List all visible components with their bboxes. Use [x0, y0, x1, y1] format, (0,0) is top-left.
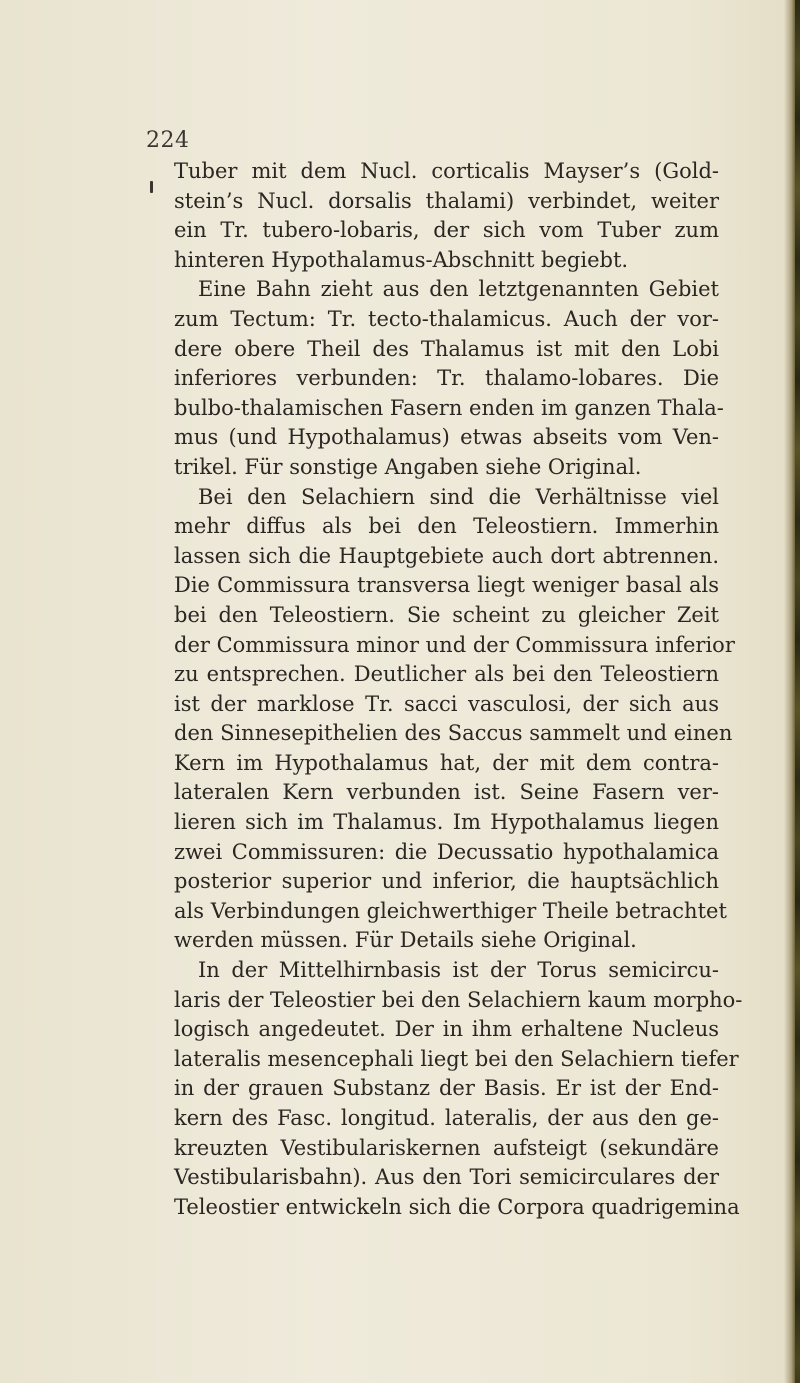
text-line: bei den Teleostiern. Sie scheint zu gleicher Zeit: [174, 602, 719, 627]
text-line: Vestibularisbahn). Aus den Tori semicirculares der: [174, 1165, 719, 1190]
text-line: zum Tectum: Tr. tecto-thalamicus. Auch der vor-: [174, 306, 719, 331]
text-line: den Sinnesepithelien des Saccus sammelt und einen: [174, 721, 733, 746]
margin-mark: [150, 181, 153, 193]
paragraph: [174, 157, 719, 275]
text-line: in der grauen Substanz der Basis. Er ist der End-: [174, 1076, 719, 1101]
text-line: lieren sich im Thalamus. Im Hypothalamus liegen: [174, 810, 719, 835]
page-edge-strip: [795, 0, 800, 1383]
text-line: zu entsprechen. Deutlicher als bei den Teleostiern: [174, 662, 719, 687]
page-number: 224: [146, 128, 190, 153]
text-line: bulbo-thalamischen Fasern enden im ganzen Thala-: [174, 395, 724, 420]
text-line: Die Commissura transversa liegt weniger basal als: [174, 573, 719, 598]
text-line: mus (und Hypothalamus) etwas abseits vom Ven-: [174, 425, 719, 450]
text-line: ein Tr. tubero-lobaris, der sich vom Tuber zum: [174, 218, 719, 243]
text-line: werden müssen. Für Details siehe Original.: [174, 928, 637, 953]
text-line: mehr diffus als bei den Teleostiern. Immerhin: [174, 514, 719, 539]
paragraph: [174, 275, 724, 482]
text-line: der Commissura minor und der Commissura inferior: [174, 632, 735, 657]
text-line: zwei Commissuren: die Decussatio hypothalamica: [174, 839, 719, 864]
text-line: In der Mittelhirnbasis ist der Torus semicircu-: [198, 958, 719, 983]
text-line: lateralis mesencephali liegt bei den Selachiern tiefer: [174, 1046, 739, 1071]
text-line: Kern im Hypothalamus hat, der mit dem contra-: [174, 750, 719, 775]
paragraph: [174, 956, 743, 1222]
text-line: stein’s Nucl. dorsalis thalami) verbindet, weiter: [174, 188, 719, 213]
text-line: kreuzten Vestibulariskernen aufsteigt (sekundäre: [174, 1135, 719, 1160]
text-line: lateralen Kern verbunden ist. Seine Fasern ver-: [174, 780, 719, 805]
text-line: posterior superior und inferior, die hauptsächlich: [174, 869, 719, 894]
text-line: Tuber mit dem Nucl. corticalis Mayser’s (Gold-: [174, 159, 719, 183]
text-line: logisch angedeutet. Der in ihm erhaltene Nucleus: [174, 1017, 719, 1042]
text-line: inferiores verbunden: Tr. thalamo-lobares. Die: [174, 366, 719, 391]
text-line: hinteren Hypothalamus-Abschnitt begiebt.: [174, 247, 629, 272]
text-line: trikel. Für sonstige Angaben siehe Original.: [174, 454, 642, 479]
paragraph: [174, 483, 735, 957]
text-line: dere obere Theil des Thalamus ist mit den Lobi: [174, 336, 719, 361]
text-line: kern des Fasc. longitud. lateralis, der aus den ge-: [174, 1106, 719, 1130]
text-line: ist der marklose Tr. sacci vasculosi, der sich aus: [174, 691, 719, 716]
text-line: als Verbindungen gleichwerthiger Theile betrachtet: [174, 898, 727, 923]
text-line: Teleostier entwickeln sich die Corpora quadrigemina: [174, 1194, 740, 1219]
body-text: [174, 157, 743, 1222]
text-line: lassen sich die Hauptgebiete auch dort abtrennen.: [174, 543, 719, 568]
text-line: laris der Teleostier bei den Selachiern kaum morpho-: [174, 987, 743, 1012]
text-line: Eine Bahn zieht aus den letztgenannten Gebiet: [198, 277, 719, 302]
text-line: Bei den Selachiern sind die Verhältnisse viel: [198, 484, 719, 509]
